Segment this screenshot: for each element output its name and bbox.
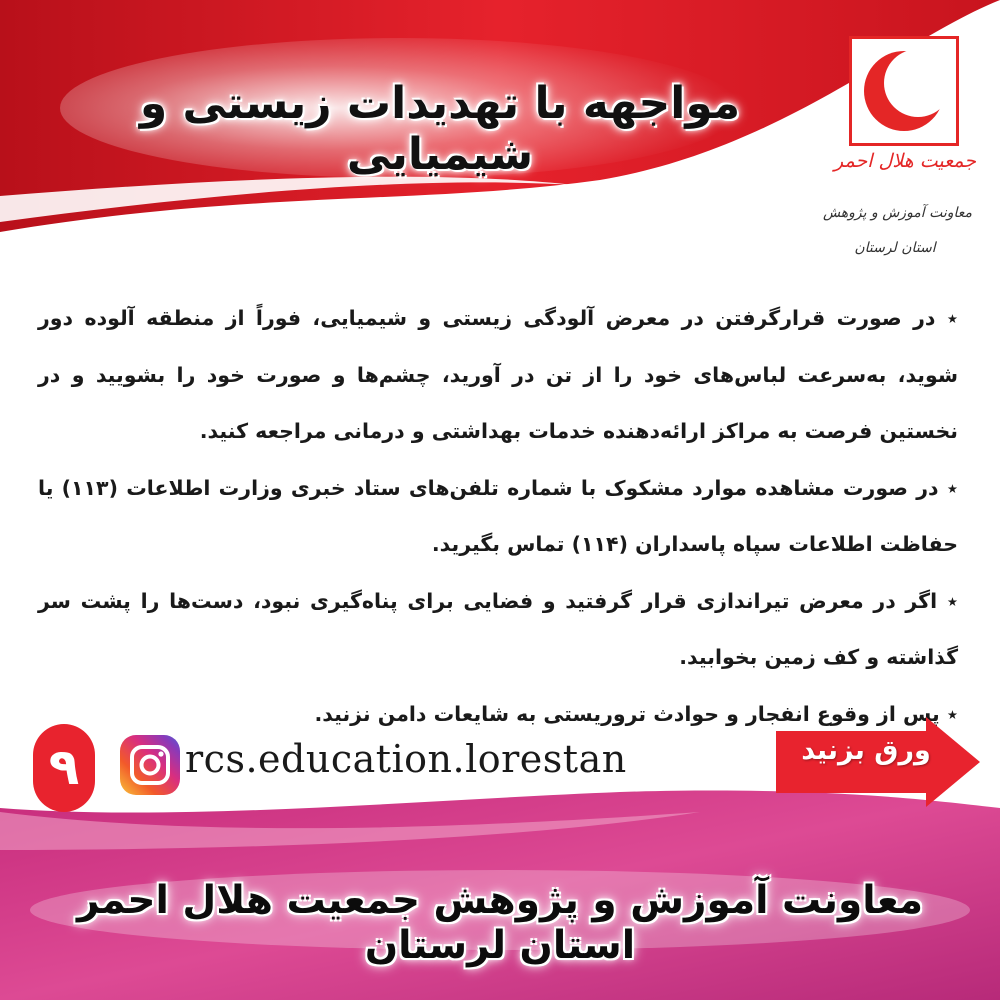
swipe-button[interactable]: ورق بزنید <box>801 735 931 766</box>
org-subtitle: معاونت آموزش و پژوهش <box>822 205 973 221</box>
page-number-badge: ۹ <box>33 724 95 812</box>
advice-body <box>38 290 958 742</box>
advice-paragraph: ٭ در صورت مشاهده موارد مشکوک با شماره تلفن‌های ستاد خبری وزارت اطلاعات (۱۱۳) یا حفاظت اطلاعات سپاه پاسداران (۱۱۴) تماس بگیرید. <box>38 475 958 556</box>
footer-organization: معاونت آموزش و پژوهش جمعیت هلال احمر استان لرستان <box>76 878 924 968</box>
instagram-icon[interactable] <box>120 735 180 795</box>
red-crescent-logo <box>849 36 959 146</box>
org-name: جمعیت هلال احمر <box>833 150 977 172</box>
advice-paragraph: ٭ در صورت قرارگرفتن در معرض آلودگی زیستی و شیمیایی، فوراً از منطقه آلوده دور شوید، به‌سرعت لباس‌های خود را از تن در آورید، چشم‌ها و صورت خود را بشویید و در نخستین فرصت به مراکز ارائه‌دهنده خدمات بهداشتی و درمانی مراجعه کنید. <box>38 306 958 443</box>
page-title: مواجهه با تهدیدات زیستی و شیمیایی <box>139 78 741 180</box>
advice-paragraph: ٭ اگر در معرض تیراندازی قرار گرفتید و فضایی برای پناه‌گیری نبود، دست‌ها را پشت سر گذاشته و کف زمین بخوابید. <box>38 588 958 669</box>
red-crescent-icon <box>852 39 956 143</box>
org-province: استان لرستان <box>854 240 936 256</box>
advice-paragraph: ٭ پس از وقوع انفجار و حوادث تروریستی به شایعات دامن نزنید. <box>314 701 958 726</box>
instagram-handle[interactable]: rcs.education.lorestan <box>185 737 627 781</box>
